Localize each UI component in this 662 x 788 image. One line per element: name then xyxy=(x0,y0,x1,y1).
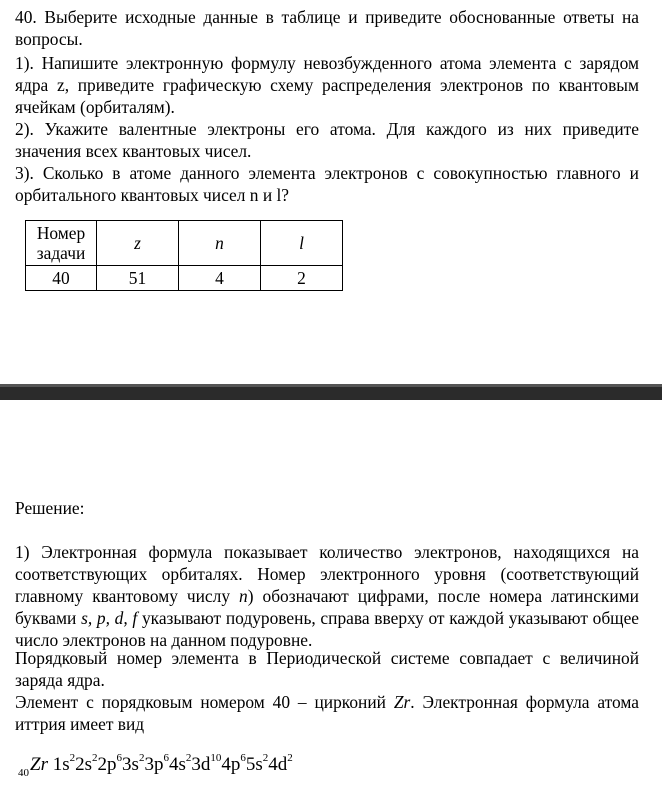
p1-text-c: указывают подуровень, справа вверху от каждой указывают общее число электронов на данном подуровне. xyxy=(15,608,640,650)
p1-n: n xyxy=(239,586,248,606)
table-row xyxy=(26,266,343,291)
question-3: 3). Сколько в атоме данного элемента электронов с совокупностью главного и орбитального квантовых чисел n и l? xyxy=(15,163,639,205)
solution-paragraph-1 xyxy=(15,541,639,651)
source-data-table xyxy=(25,220,343,291)
page-separator xyxy=(0,384,662,400)
table-header-row xyxy=(26,221,343,266)
header-n: n xyxy=(179,221,261,266)
formula-term-10: $4d^2$ xyxy=(268,752,293,775)
formula-term-7: $3d^{10}$ xyxy=(191,752,222,775)
cell-z: 51 xyxy=(97,266,179,291)
formula-term-9: $5s^2$ xyxy=(245,752,269,775)
cell-n: 4 xyxy=(179,266,261,291)
solution-heading: Решение: xyxy=(15,498,85,518)
header-l: l xyxy=(261,221,343,266)
formula-term-1: $1s^2$ xyxy=(52,752,76,775)
cell-task-number: 40 xyxy=(26,266,97,291)
question-2: 2). Укажите валентные электроны его атома. Для каждого из них приведите значения всех квантовых чисел. xyxy=(15,119,639,161)
formula-term-3: $2p^6$ xyxy=(97,752,123,775)
solution-paragraph-3 xyxy=(15,691,639,735)
p3-zr: Zr xyxy=(393,692,411,712)
formula-term-8: $4p^6$ xyxy=(221,752,246,775)
formula-atomic-number: 40 xyxy=(18,767,29,779)
solution-paragraph-2: Порядковый номер элемента в Периодической системе совпадает с величиной заряда ядра. xyxy=(15,648,639,690)
p3-text-a: Элемент с порядковым номером 40 – цирконий xyxy=(15,692,394,712)
header-z: z xyxy=(97,221,179,266)
p1-text-b: ) обозначают цифрами, после номера латинскими буквами xyxy=(15,586,639,628)
p1-text-a: 1) Электронная формула показывает количество электронов, находящихся на соответствующих орбиталях. Номер электронного уровня (соответствующий главному квантовому числу xyxy=(15,542,639,606)
formula-symbol: Zr xyxy=(30,754,48,775)
p1-letters: s, p, d, f xyxy=(81,608,138,628)
header-task-number: Номер задачи xyxy=(26,221,97,266)
formula-term-5: $3p^6$ xyxy=(144,752,169,775)
p3-text-b: . Электронная формула атома иттрия имеет вид xyxy=(15,692,639,734)
task-intro: 40. Выберите исходные данные в таблице и приведите обоснованные ответы на вопросы. xyxy=(15,7,639,49)
electron-formula xyxy=(18,752,293,782)
formula-term-2: $2s^2$ xyxy=(75,752,98,775)
question-1: 1). Напишите электронную формулу невозбужденного атома элемента с зарядом ядра z, приведите графическую схему распределения электронов по квантовым ячейкам (орбиталям). xyxy=(15,53,639,117)
cell-l: 2 xyxy=(261,266,343,291)
formula-term-4: $3s^2$ xyxy=(122,752,145,775)
formula-term-6: $4s^2$ xyxy=(168,752,192,775)
